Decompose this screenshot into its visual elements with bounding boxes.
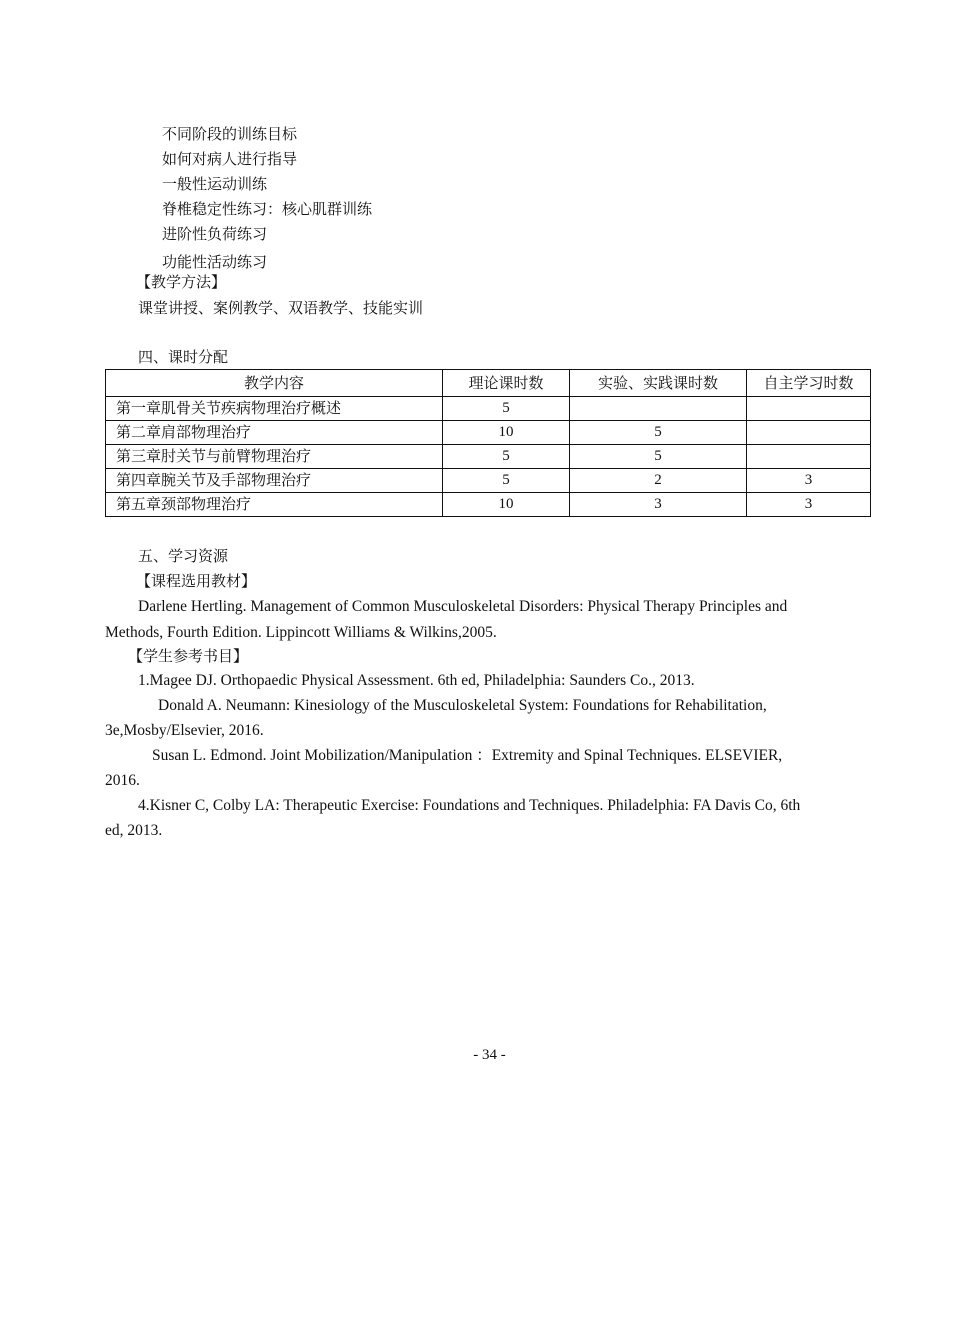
practice-hours: 5 <box>570 445 747 469</box>
reference-item-continued: 2016. <box>105 772 140 789</box>
reference-item: Susan L. Edmond. Joint Mobilization/Manipulation ：Extremity and Spinal Techniques. ELSEVIER, <box>152 747 783 764</box>
chapter-title: 第三章肘关节与前臂物理治疗 <box>106 445 443 469</box>
training-item: 一般性运动训练 <box>162 175 268 193</box>
practice-hours: 2 <box>570 469 747 493</box>
reference-item-continued: 3e,Mosby/Elsevier, 2016. <box>105 722 264 739</box>
training-item: 脊椎稳定性练习：核心肌群训练 <box>162 200 373 218</box>
self-study-hours: 3 <box>747 469 871 493</box>
chapter-title: 第四章腕关节及手部物理治疗 <box>106 469 443 493</box>
table-row <box>106 397 871 421</box>
column-header: 实验、实践课时数 <box>570 370 747 397</box>
theory-hours: 5 <box>443 397 570 421</box>
self-study-hours <box>747 397 871 421</box>
table-row <box>106 445 871 469</box>
page-number: - 34 - <box>473 1047 506 1063</box>
reference-item: 4.Kisner C, Colby LA: Therapeutic Exercise: Foundations and Techniques. Philadelphia: FA Davis Co, 6th <box>138 797 801 814</box>
theory-hours: 10 <box>443 493 570 517</box>
training-item: 不同阶段的训练目标 <box>162 125 298 143</box>
table-row <box>106 469 871 493</box>
self-study-hours <box>747 445 871 469</box>
teaching-method-heading: 【教学方法】 <box>136 273 227 291</box>
reference-item-continued: ed, 2013. <box>105 822 163 839</box>
textbook-citation-line: Methods, Fourth Edition. Lippincott Williams & Wilkins,2005. <box>105 624 497 641</box>
table-row <box>106 493 871 517</box>
resources-heading: 五、学习资源 <box>138 547 229 565</box>
chapter-title: 第二章肩部物理治疗 <box>106 421 443 445</box>
training-item: 功能性活动练习 <box>162 253 268 271</box>
textbook-heading: 【课程选用教材】 <box>136 572 257 590</box>
reference-heading: 【学生参考书目】 <box>128 647 249 665</box>
theory-hours: 5 <box>443 469 570 493</box>
column-header: 教学内容 <box>106 370 443 397</box>
table-header-row <box>106 370 871 397</box>
training-item: 进阶性负荷练习 <box>162 225 268 243</box>
self-study-hours: 3 <box>747 493 871 517</box>
theory-hours: 5 <box>443 445 570 469</box>
textbook-citation-line: Darlene Hertling. Management of Common Musculoskeletal Disorders: Physical Therapy Principles and <box>138 598 788 615</box>
column-header: 自主学习时数 <box>747 370 871 397</box>
table-row <box>106 421 871 445</box>
reference-item: Donald A. Neumann: Kinesiology of the Musculoskeletal System: Foundations for Rehabilitation, <box>158 697 767 714</box>
practice-hours <box>570 397 747 421</box>
training-item: 如何对病人进行指导 <box>162 150 298 168</box>
practice-hours: 5 <box>570 421 747 445</box>
chapter-title: 第一章肌骨关节疾病物理治疗概述 <box>106 397 443 421</box>
column-header: 理论课时数 <box>443 370 570 397</box>
teaching-method-text: 课堂讲授、案例教学、双语教学、技能实训 <box>138 299 424 317</box>
reference-item: 1.Magee DJ. Orthopaedic Physical Assessment. 6th ed, Philadelphia: Saunders Co., 2013. <box>138 672 695 689</box>
chapter-title: 第五章颈部物理治疗 <box>106 493 443 517</box>
self-study-hours <box>747 421 871 445</box>
theory-hours: 10 <box>443 421 570 445</box>
hours-section-heading: 四、课时分配 <box>138 348 229 366</box>
hours-table <box>105 369 871 517</box>
practice-hours: 3 <box>570 493 747 517</box>
